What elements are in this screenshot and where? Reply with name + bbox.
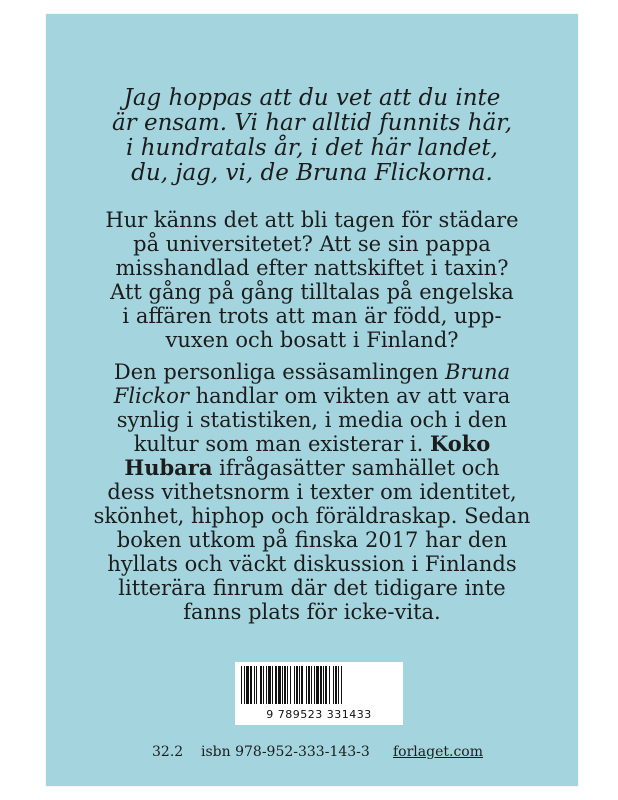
blurb-paragraph-1 (46, 208, 578, 352)
barcode-number: 9 789523 331433 (266, 708, 372, 721)
author-name-bold: Hubara (124, 455, 213, 480)
quote-line: Jag hoppas att du vet att du inte (123, 85, 501, 111)
paragraph-line: synlig i statistiken, i media och i den (116, 408, 508, 432)
paragraph-line: dess vithetsnorm i texter om identitet, (107, 480, 517, 504)
paragraph-line (46, 384, 578, 408)
text-run: Den personliga essäsamlingen (113, 360, 446, 384)
quote-line: är ensam. Vi har alltid funnits här, (111, 110, 513, 136)
text-run: kultur som man existerar i. (133, 432, 430, 456)
book-title-italic: Flickor (113, 384, 189, 408)
paragraph-line: Hur känns det att bli tagen för städare (105, 208, 519, 232)
quote-line: i hundratals år, i det här landet, (126, 135, 498, 161)
barcode-bars-icon (239, 666, 399, 706)
paragraph-line: på universitetet? Att se sin pappa (133, 232, 491, 256)
quote-line: du, jag, vi, de Bruna Flickorna. (131, 160, 493, 186)
paragraph-line (46, 432, 578, 456)
book-back-cover (46, 14, 578, 786)
text-run: ifrågasätter samhället och (212, 456, 500, 480)
barcode (235, 662, 403, 725)
book-title-italic: Bruna (445, 360, 511, 384)
paragraph-line: i affären trots att man är född, upp- (122, 304, 502, 328)
paragraph-line: litterära finrum där det tidigare inte (118, 576, 506, 600)
cover-footer (46, 744, 578, 764)
cover-quote (46, 86, 578, 186)
price-code: 32.2 (152, 744, 184, 760)
paragraph-line (46, 360, 578, 384)
paragraph-line: hyllats och väckt diskussion i Finlands (107, 552, 517, 576)
isbn-number: isbn 978-952-333-143-3 (201, 744, 370, 760)
blurb-paragraph-2 (46, 360, 578, 624)
publisher-link[interactable]: forlaget.com (393, 744, 483, 760)
paragraph-line: Att gång på gång tilltalas på engelska (110, 280, 514, 304)
author-name-bold: Koko (429, 431, 491, 456)
paragraph-line: skönhet, hiphop och föräldraskap. Sedan (93, 504, 531, 528)
text-run: handlar om vikten av att vara (188, 384, 511, 408)
paragraph-line: boken utkom på finska 2017 har den (116, 528, 508, 552)
paragraph-line (46, 456, 578, 480)
paragraph-line: fanns plats för icke-vita. (183, 600, 441, 624)
paragraph-line: misshandlad efter nattskiftet i taxin? (115, 256, 509, 280)
paragraph-line: vuxen och bosatt i Finland? (165, 328, 459, 352)
